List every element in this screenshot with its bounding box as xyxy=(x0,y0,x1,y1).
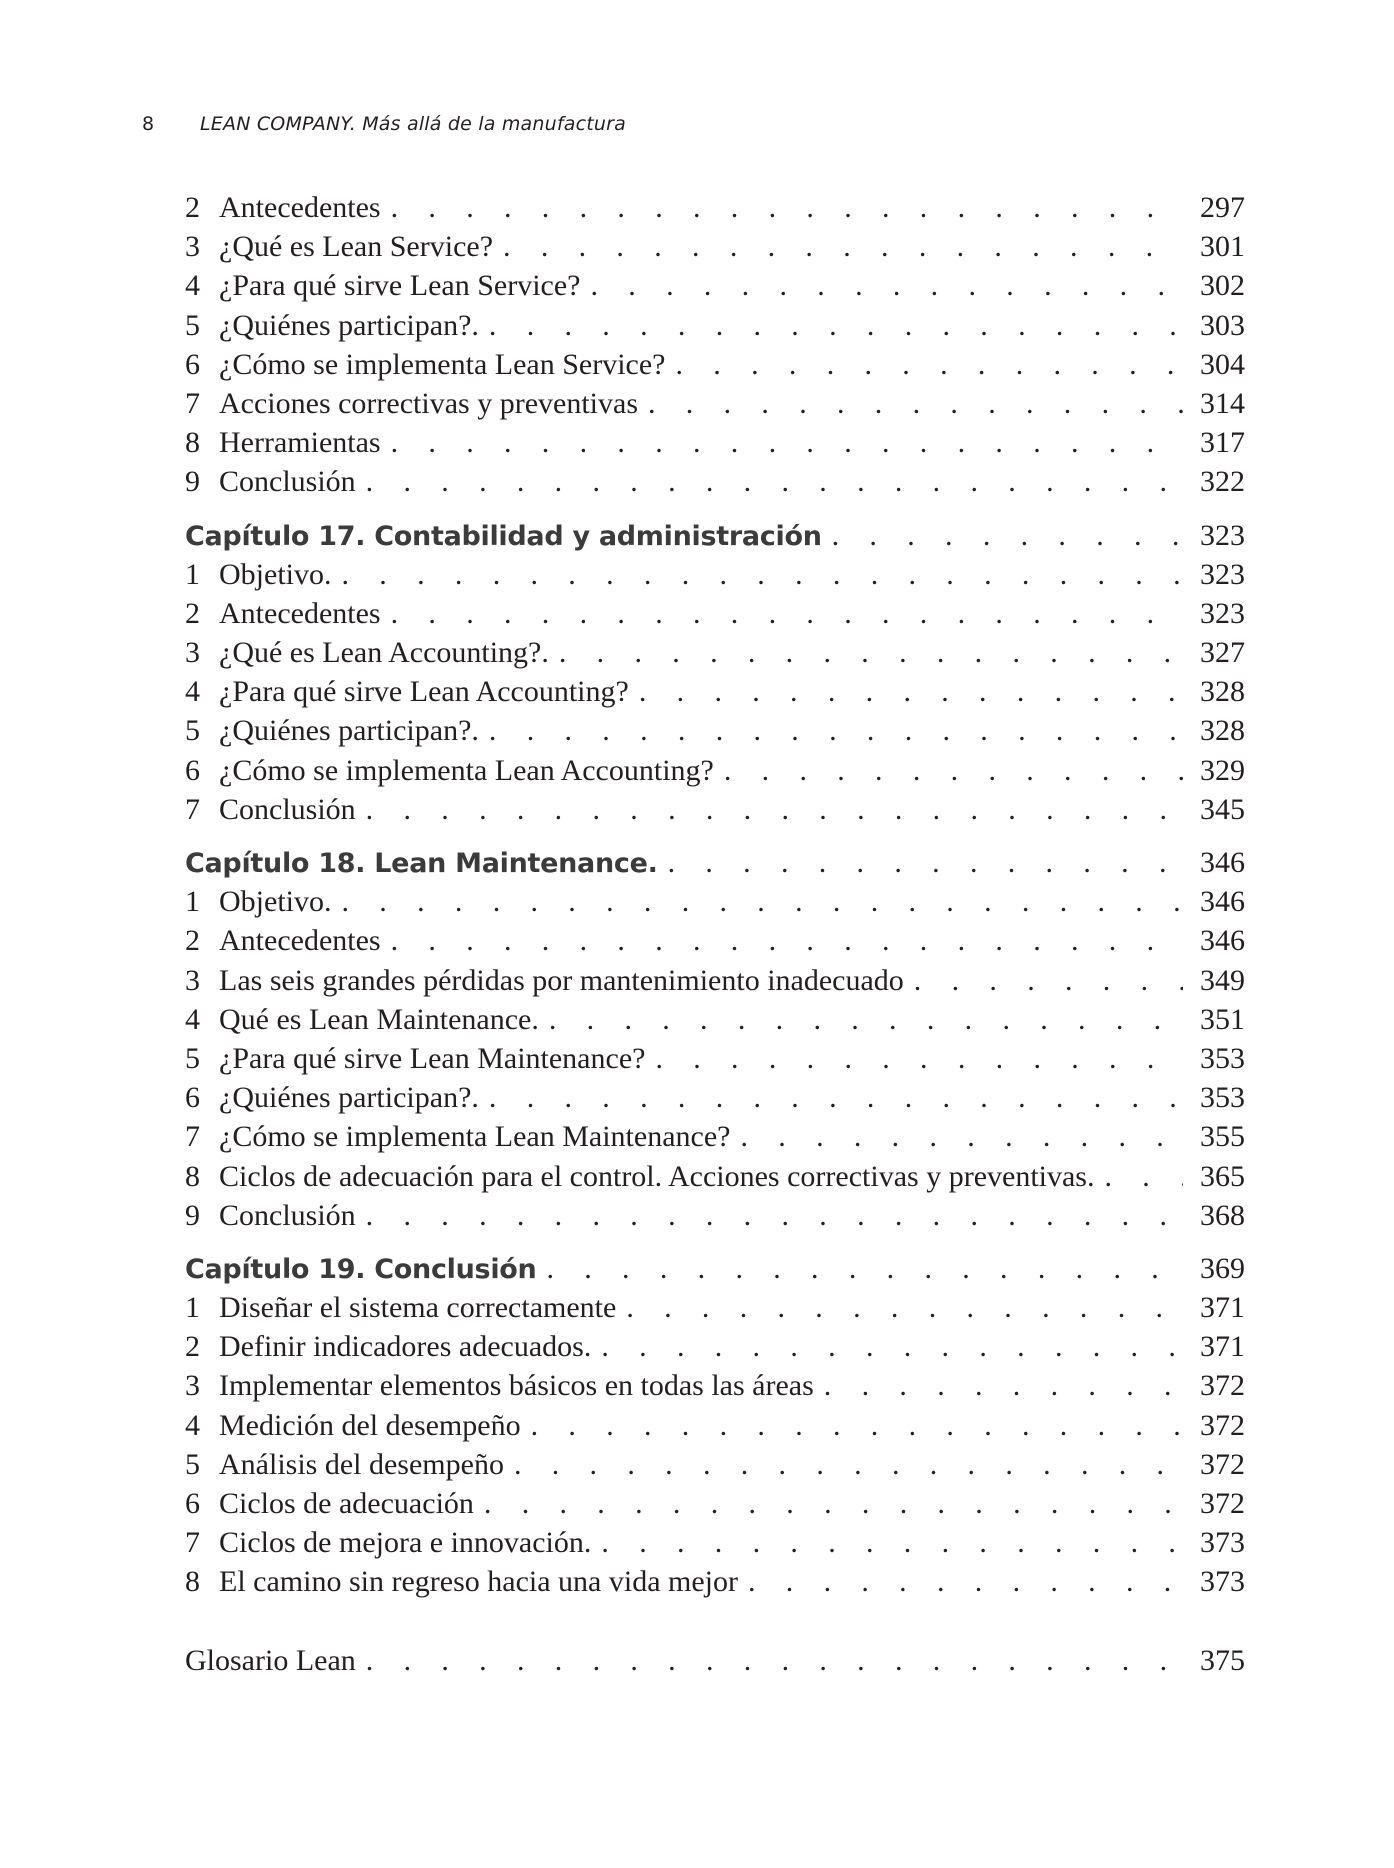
entry-page: 372 xyxy=(1200,1369,1245,1403)
dot-leader xyxy=(601,1330,1183,1364)
entry-title: Antecedentes xyxy=(219,596,381,630)
entry-title: Las seis grandes pérdidas por mantenimiento inadecuado xyxy=(219,963,904,997)
entry-number: 7 xyxy=(185,1526,200,1560)
toc-entry[interactable] xyxy=(185,1081,1245,1120)
dot-leader xyxy=(489,714,1183,748)
entry-number: 3 xyxy=(185,963,200,997)
toc-entry[interactable] xyxy=(185,465,1245,504)
entry-page: 317 xyxy=(1200,426,1245,460)
toc-entry[interactable] xyxy=(185,1565,1245,1604)
toc-entry[interactable] xyxy=(185,1199,1245,1238)
entry-page: 322 xyxy=(1200,465,1245,499)
toc-entry[interactable] xyxy=(185,387,1245,426)
toc-entry[interactable] xyxy=(185,309,1245,348)
entry-number: 3 xyxy=(185,230,200,264)
chapter-page: 346 xyxy=(1200,846,1245,879)
dot-leader xyxy=(590,269,1183,303)
entry-page: 373 xyxy=(1200,1565,1245,1599)
chapter-title: Capítulo 18. Lean Maintenance. xyxy=(185,848,658,879)
glossary-page: 375 xyxy=(1200,1643,1245,1677)
toc-entry[interactable] xyxy=(185,1409,1245,1448)
dot-leader xyxy=(484,1487,1183,1521)
toc-entry[interactable] xyxy=(185,714,1245,753)
entry-page: 353 xyxy=(1200,1081,1245,1115)
entry-page: 345 xyxy=(1200,792,1245,826)
entry-title: Ciclos de adecuación para el control. Acciones correctivas y preventivas. xyxy=(219,1159,1095,1193)
dot-leader xyxy=(549,1003,1183,1037)
entry-number: 3 xyxy=(185,1369,200,1403)
dot-leader xyxy=(503,230,1183,264)
entry-number: 8 xyxy=(185,426,200,460)
entry-number: 7 xyxy=(185,386,200,420)
entry-title: Ciclos de mejora e innovación. xyxy=(219,1526,592,1560)
dot-leader xyxy=(601,1526,1183,1560)
toc-entry[interactable] xyxy=(185,558,1245,597)
entry-page: 346 xyxy=(1200,885,1245,919)
entry-page: 349 xyxy=(1200,963,1245,997)
entry-title: ¿Quiénes participan?. xyxy=(219,308,479,342)
entry-page: 329 xyxy=(1200,753,1245,787)
dot-leader xyxy=(342,885,1184,919)
entry-page: 323 xyxy=(1200,557,1245,591)
chapter-heading-19[interactable] xyxy=(185,1252,1245,1291)
entry-number: 6 xyxy=(185,1081,200,1115)
entry-title: ¿Qué es Lean Accounting?. xyxy=(219,636,549,670)
entry-page: 365 xyxy=(1200,1159,1245,1193)
entry-title: ¿Qué es Lean Service? xyxy=(219,230,494,264)
entry-number: 7 xyxy=(185,792,200,826)
entry-page: 303 xyxy=(1200,308,1245,342)
entry-title: Diseñar el sistema correctamente xyxy=(219,1291,617,1325)
toc-entry[interactable] xyxy=(185,885,1245,924)
entry-title: Objetivo. xyxy=(219,557,332,591)
entry-page: 327 xyxy=(1200,636,1245,670)
dot-leader xyxy=(676,348,1184,382)
entry-number: 4 xyxy=(185,1002,200,1036)
entry-page: 373 xyxy=(1200,1526,1245,1560)
entry-page: 353 xyxy=(1200,1041,1245,1075)
entry-page: 372 xyxy=(1200,1447,1245,1481)
entry-page: 355 xyxy=(1200,1120,1245,1154)
toc-entry[interactable] xyxy=(185,597,1245,636)
dot-leader xyxy=(740,1120,1183,1154)
entry-number: 8 xyxy=(185,1159,200,1193)
toc-entry[interactable] xyxy=(185,1369,1245,1408)
entry-page: 346 xyxy=(1200,924,1245,958)
entry-title: Antecedentes xyxy=(219,924,381,958)
toc-entry[interactable] xyxy=(185,230,1245,269)
entry-title: Herramientas xyxy=(219,426,381,460)
dot-leader xyxy=(391,191,1183,225)
toc-entry[interactable] xyxy=(185,191,1245,230)
dot-leader xyxy=(366,465,1183,499)
toc-entry[interactable] xyxy=(185,1160,1245,1199)
entry-page: 314 xyxy=(1200,386,1245,420)
entry-title: ¿Para qué sirve Lean Service? xyxy=(219,269,581,303)
entry-title: Análisis del desempeño xyxy=(219,1447,504,1481)
dot-leader xyxy=(559,636,1183,670)
entry-number: 4 xyxy=(185,1408,200,1442)
entry-title: Objetivo. xyxy=(219,885,332,919)
toc-entry[interactable] xyxy=(185,1291,1245,1330)
entry-page: 323 xyxy=(1200,596,1245,630)
chapter-heading-17[interactable] xyxy=(185,519,1245,558)
entry-page: 301 xyxy=(1200,230,1245,264)
dot-leader xyxy=(1104,1160,1183,1194)
page-number: 8 xyxy=(142,113,155,135)
entry-page: 372 xyxy=(1200,1408,1245,1442)
toc-entry[interactable] xyxy=(185,675,1245,714)
entry-title: Conclusión xyxy=(219,1198,356,1232)
entry-number: 1 xyxy=(185,1291,200,1325)
entry-title: Ciclos de adecuación xyxy=(219,1487,474,1520)
entry-page: 328 xyxy=(1200,675,1245,709)
toc-entry[interactable] xyxy=(185,269,1245,308)
dot-leader xyxy=(391,924,1183,958)
entry-title: ¿Para qué sirve Lean Maintenance? xyxy=(219,1041,646,1075)
chapter-title: Capítulo 19. Conclusión xyxy=(185,1253,537,1285)
dot-leader xyxy=(914,964,1183,998)
entry-title: Medición del desempeño xyxy=(219,1408,521,1442)
entry-title: Qué es Lean Maintenance. xyxy=(219,1002,539,1036)
toc-entry[interactable] xyxy=(185,1448,1245,1487)
chapter-page: 323 xyxy=(1200,518,1245,552)
table-of-contents xyxy=(185,191,1245,1683)
entry-number: 4 xyxy=(185,675,200,709)
entry-title: ¿Para qué sirve Lean Accounting? xyxy=(219,675,629,709)
toc-entry[interactable] xyxy=(185,924,1245,963)
entry-page: 297 xyxy=(1200,191,1245,224)
entry-number: 1 xyxy=(185,885,200,919)
dot-leader xyxy=(648,387,1183,421)
entry-title: Implementar elementos básicos en todas las áreas xyxy=(219,1369,814,1403)
entry-page: 302 xyxy=(1200,269,1245,303)
entry-page: 372 xyxy=(1200,1487,1245,1520)
entry-title: Antecedentes xyxy=(219,191,381,224)
entry-page: 328 xyxy=(1200,714,1245,748)
toc-entry[interactable] xyxy=(185,1526,1245,1565)
entry-number: 2 xyxy=(185,1330,200,1364)
entry-page: 371 xyxy=(1200,1291,1245,1325)
dot-leader xyxy=(748,1565,1183,1599)
entry-page: 304 xyxy=(1200,347,1245,381)
toc-entry[interactable] xyxy=(185,964,1245,1003)
dot-leader xyxy=(489,1081,1183,1115)
entry-number: 2 xyxy=(185,596,200,630)
entry-title: Acciones correctivas y preventivas xyxy=(219,386,638,420)
toc-entry[interactable] xyxy=(185,1042,1245,1081)
dot-leader xyxy=(391,426,1183,460)
entry-number: 6 xyxy=(185,753,200,787)
dot-leader xyxy=(514,1448,1183,1482)
dot-leader xyxy=(824,1369,1183,1403)
dot-leader xyxy=(546,1252,1183,1286)
entry-page: 368 xyxy=(1200,1198,1245,1232)
entry-title: ¿Cómo se implementa Lean Maintenance? xyxy=(219,1120,731,1154)
toc-entry[interactable] xyxy=(185,793,1245,832)
chapter-heading-18[interactable] xyxy=(185,846,1245,885)
entry-title: El camino sin regreso hacia una vida mejor xyxy=(219,1565,738,1599)
entry-number: 7 xyxy=(185,1120,200,1154)
toc-entry[interactable] xyxy=(185,754,1245,793)
entry-title: ¿Cómo se implementa Lean Service? xyxy=(219,347,666,381)
dot-leader xyxy=(366,793,1183,827)
entry-title: ¿Quiénes participan?. xyxy=(219,1081,479,1115)
entry-number: 9 xyxy=(185,1198,200,1232)
entry-title: Conclusión xyxy=(219,465,356,499)
entry-page: 371 xyxy=(1200,1330,1245,1364)
toc-entry[interactable] xyxy=(185,636,1245,675)
entry-number: 9 xyxy=(185,465,200,499)
toc-entry[interactable] xyxy=(185,1487,1245,1526)
dot-leader xyxy=(391,597,1183,631)
dot-leader xyxy=(655,1042,1183,1076)
entry-title: Definir indicadores adecuados. xyxy=(219,1330,592,1364)
entry-page: 351 xyxy=(1200,1002,1245,1036)
dot-leader xyxy=(832,519,1183,553)
chapter-title: Capítulo 17. Contabilidad y administración xyxy=(185,520,822,552)
toc-entry[interactable] xyxy=(185,1330,1245,1369)
dot-leader xyxy=(626,1291,1183,1325)
entry-title: Conclusión xyxy=(219,792,356,826)
chapter-page: 369 xyxy=(1200,1251,1245,1285)
entry-number: 4 xyxy=(185,269,200,303)
dot-leader xyxy=(639,675,1183,709)
entry-number: 2 xyxy=(185,924,200,958)
entry-title: ¿Quiénes participan?. xyxy=(219,714,479,748)
dot-leader xyxy=(668,846,1183,880)
toc-entry[interactable] xyxy=(185,426,1245,465)
entry-title: ¿Cómo se implementa Lean Accounting? xyxy=(219,753,714,787)
toc-entry[interactable] xyxy=(185,1003,1245,1042)
entry-number: 5 xyxy=(185,714,200,748)
entry-number: 2 xyxy=(185,191,200,224)
entry-number: 8 xyxy=(185,1565,200,1599)
dot-leader xyxy=(531,1409,1183,1443)
dot-leader xyxy=(366,1199,1183,1233)
entry-number: 5 xyxy=(185,1447,200,1481)
glossary-title: Glosario Lean xyxy=(185,1643,356,1677)
glossary-entry[interactable] xyxy=(185,1644,1245,1683)
toc-entry[interactable] xyxy=(185,348,1245,387)
entry-number: 6 xyxy=(185,1487,200,1520)
entry-number: 3 xyxy=(185,636,200,670)
entry-number: 5 xyxy=(185,1041,200,1075)
dot-leader xyxy=(489,309,1183,343)
dot-leader xyxy=(366,1644,1183,1678)
entry-number: 5 xyxy=(185,308,200,342)
book-title: LEAN COMPANY. Más allá de la manufactura xyxy=(200,113,626,135)
entry-number: 6 xyxy=(185,347,200,381)
dot-leader xyxy=(724,754,1183,788)
running-head xyxy=(142,113,626,135)
dot-leader xyxy=(342,558,1184,592)
toc-entry[interactable] xyxy=(185,1120,1245,1159)
entry-number: 1 xyxy=(185,557,200,591)
